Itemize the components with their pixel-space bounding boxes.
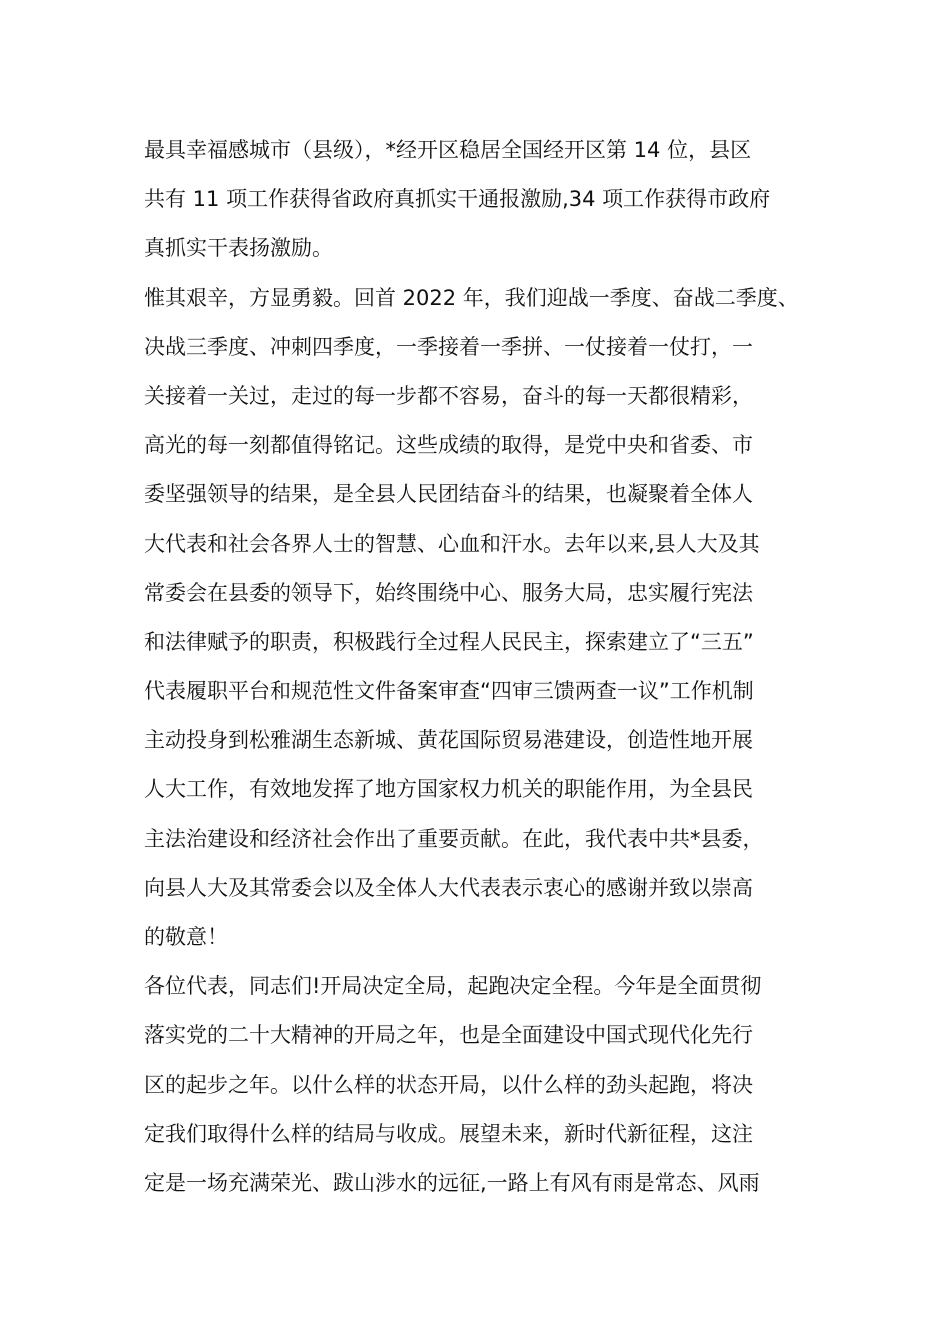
text-line: 关接着一关过，走过的每一步都不容易，奋斗的每一天都很精彩， [144,383,753,408]
text-line: 主法治建设和经济社会作出了重要贡献。在此，我代表中共*县委， [144,826,764,851]
text-line: 惟其艰辛，方显勇毅。回首 2022 年，我们迎战一季度、奋战二季度、 [144,285,799,310]
text-line: 代表履职平台和规范性文件备案审查“四审三馈两查一议”工作机制 [144,679,754,704]
text-line: 定是一场充满荣光、跋山涉水的远征,一路上有风有雨是常态、风雨 [144,1170,760,1195]
text-line: 定我们取得什么样的结局与收成。展望未来，新时代新征程，这注 [144,1121,753,1146]
text-line: 各位代表，同志们!开局决定全局，起跑决定全程。今年是全面贯彻 [144,974,762,999]
text-line: 人大工作，有效地发挥了地方国家权力机关的职能作用，为全县民 [144,777,753,802]
text-line: 共有 11 项工作获得省政府真抓实干通报激励,34 项工作获得市政府 [144,187,771,212]
text-line: 的敬意！ [144,925,228,949]
text-line: 高光的每一刻都值得铭记。这些成绩的取得，是党中央和省委、市 [144,433,753,458]
text-line: 主动投身到松雅湖生态新城、黄花国际贸易港建设，创造性地开展 [144,728,753,753]
text-line: 落实党的二十大精神的开局之年，也是全面建设中国式现代化先行 [144,1023,753,1048]
text-line: 和法律赋予的职责，积极践行全过程人民民主，探索建立了“三五” [144,629,754,654]
text-line: 决战三季度、冲刺四季度，一季接着一季拼、一仗接着一仗打，一 [144,334,753,359]
text-line: 真抓实干表扬激励。 [144,236,333,261]
text-line: 委坚强领导的结果，是全县人民团结奋斗的结果，也凝聚着全体人 [144,482,753,507]
text-line: 常委会在县委的领导下，始终围绕中心、服务大局，忠实履行宪法 [144,580,753,605]
text-line: 区的起步之年。以什么样的状态开局，以什么样的劲头起跑，将决 [144,1072,753,1097]
body-text [144,126,824,1208]
text-line: 最具幸福感城市（县级），*经开区稳居全国经开区第 14 位，县区 [144,138,752,162]
text-line: 向县人大及其常委会以及全体人大代表表示衷心的感谢并致以崇高 [144,875,753,900]
text-line: 大代表和社会各界人士的智慧、心血和汗水。去年以来,县人大及其 [144,531,760,556]
